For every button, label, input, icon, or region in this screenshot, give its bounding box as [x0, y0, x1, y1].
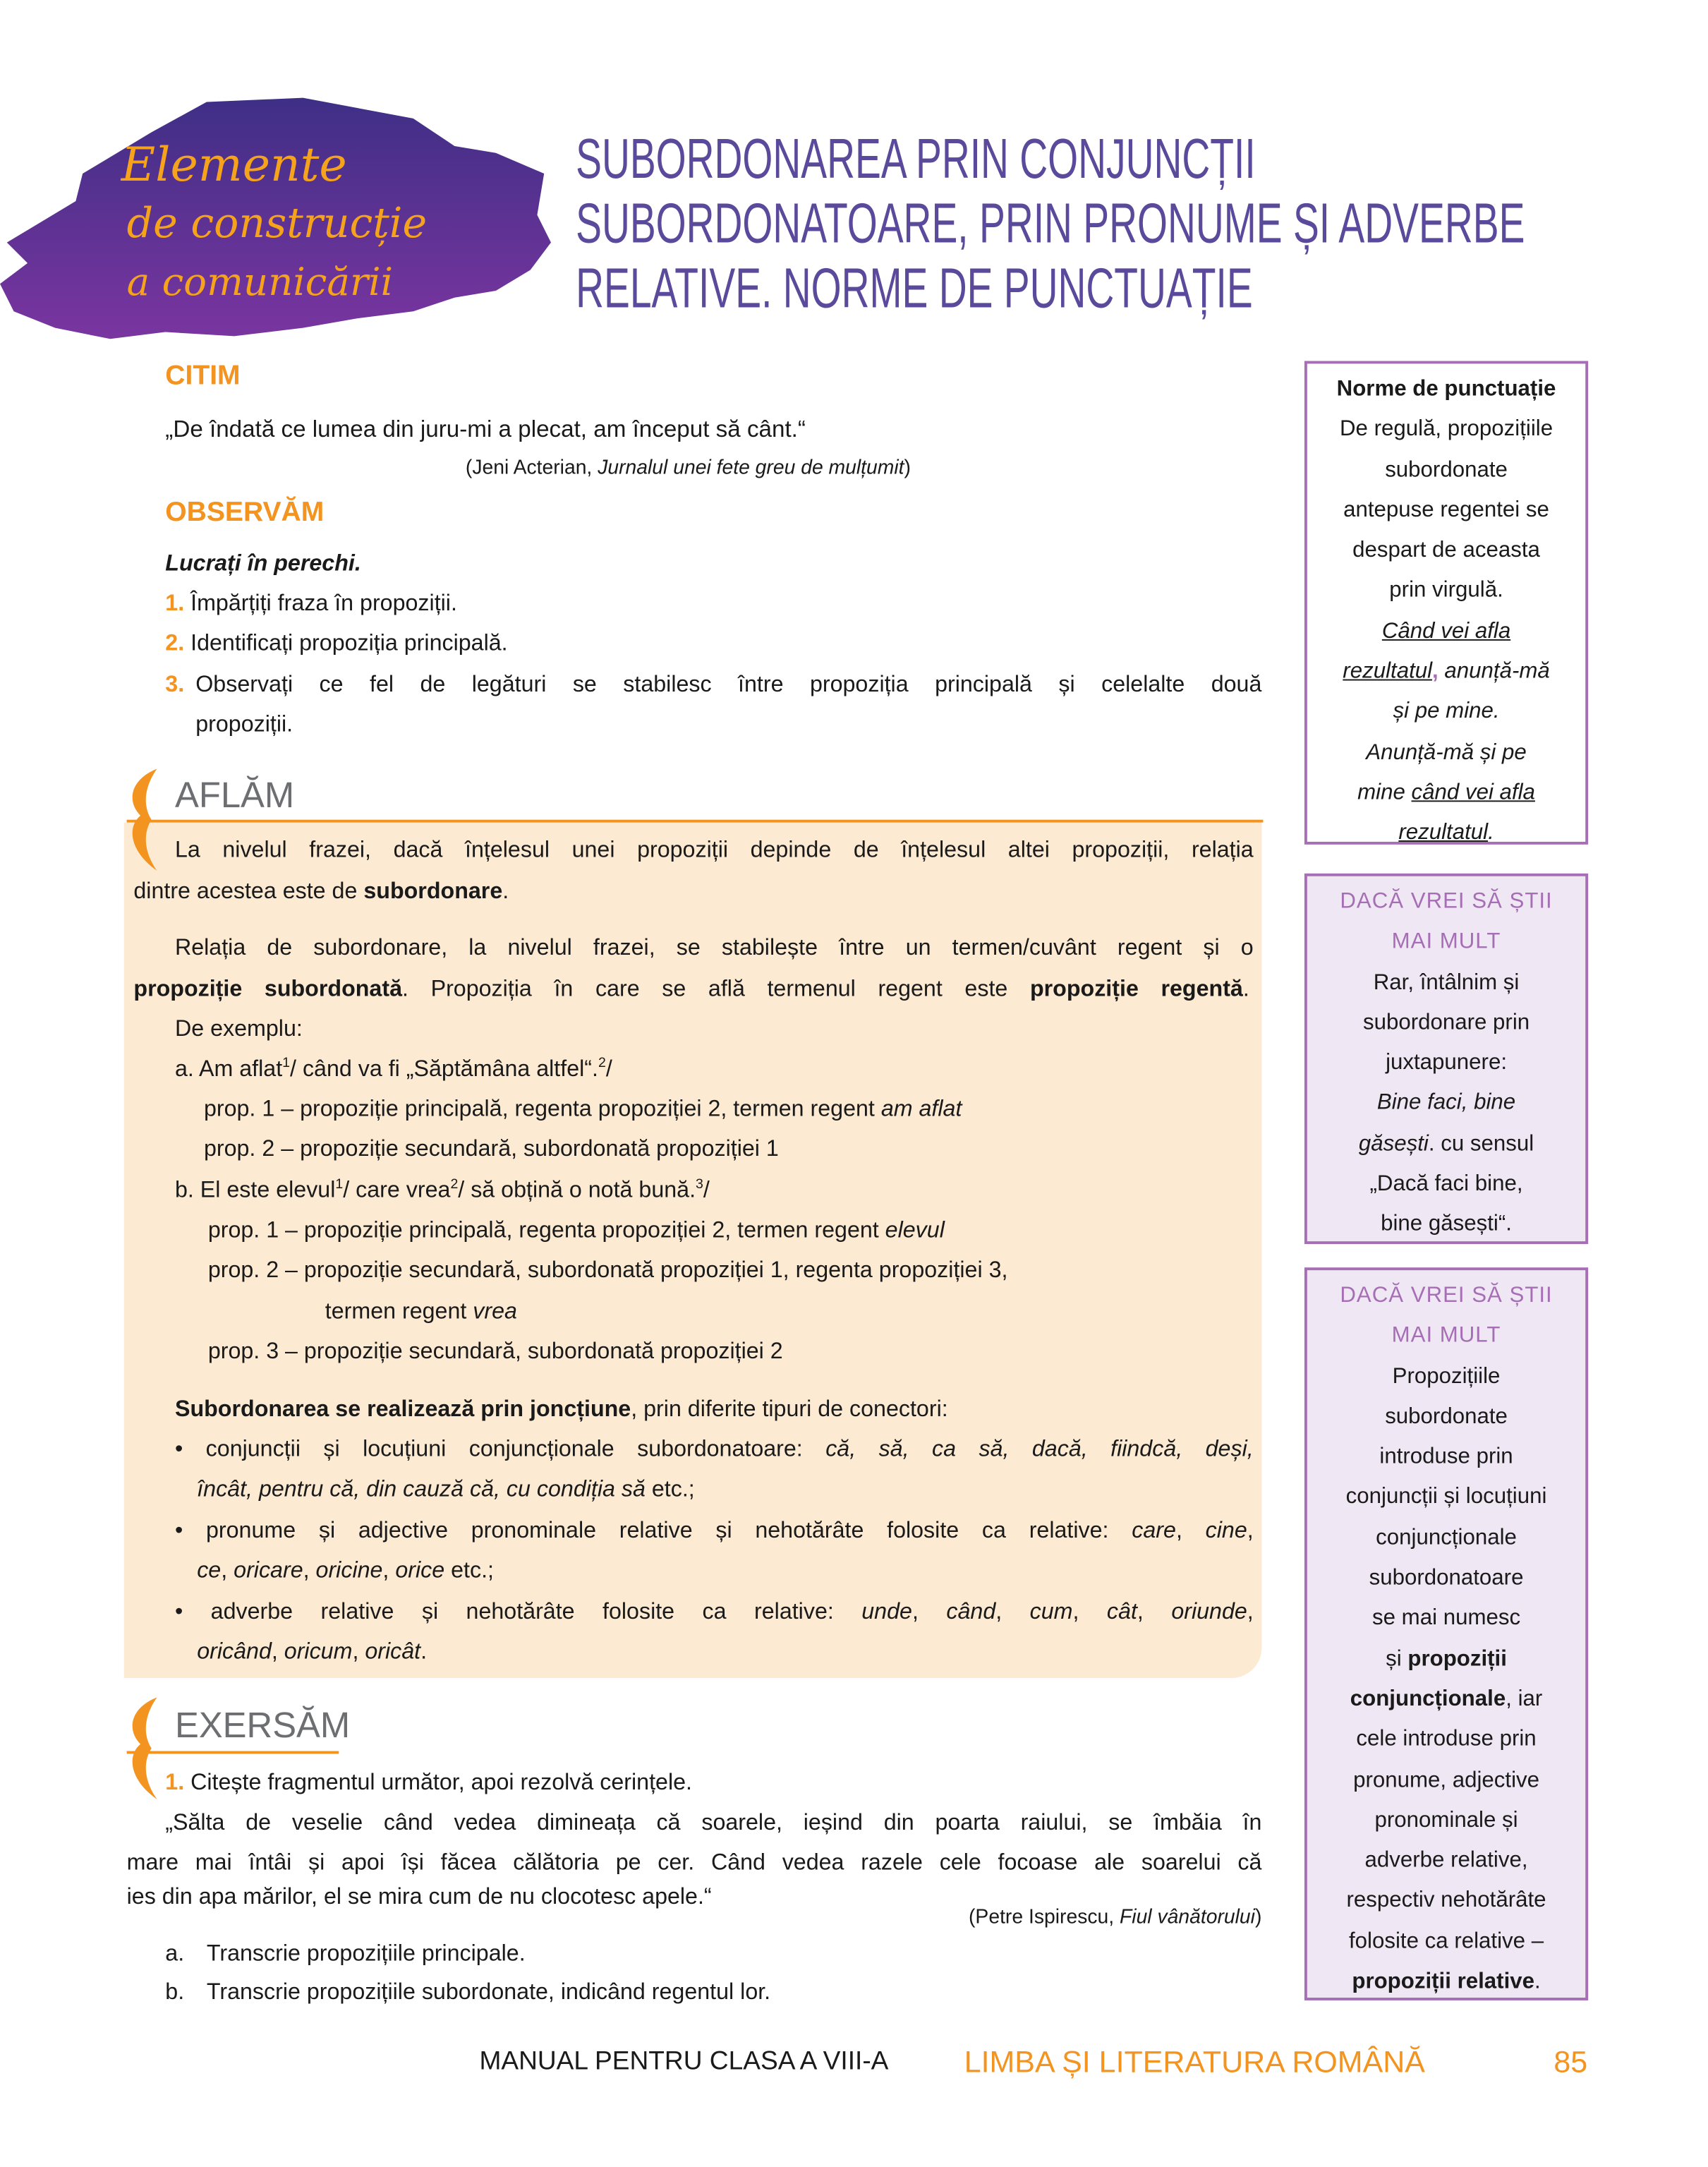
fragment-line: „Sălta de veselie când vedea dimineața că soarele, ieșind din poarta raiului, se îmbăia în [165, 1810, 1262, 1835]
afla-line: prop. 2 – propoziție secundară, subordonată propoziției 1, regenta propoziției 3, [207, 1257, 1008, 1283]
seg: , [382, 1558, 396, 1583]
afla-line: La nivelul frazei, dacă înțelesul unei propoziții depinde de înțelesul altei propoziții, relația [174, 838, 1254, 863]
observam-item [165, 624, 507, 664]
example-clause: rezultatul [1343, 660, 1433, 684]
box-line: De regulă, propozițiile [1339, 418, 1553, 442]
box-line: subordonatoare [1369, 1567, 1524, 1590]
seg: care [1132, 1518, 1176, 1543]
box-line: conjuncționale [1376, 1526, 1517, 1550]
afla-line [133, 970, 1249, 1010]
seg: a. Am aflat [174, 1056, 283, 1082]
box-title: Norme de punctuație [1336, 377, 1556, 402]
footnote-num: 2 [598, 1056, 606, 1072]
seg: unde [861, 1599, 912, 1624]
page-number: 85 [1553, 2044, 1588, 2080]
fragment-line: ies din apa mărilor, el se mira cum de nu clocotesc apele.“ [126, 1884, 712, 1910]
logo-line-1: Elemente [121, 136, 347, 192]
box-line: introduse prin [1379, 1445, 1513, 1469]
seg: , iar [1506, 1687, 1543, 1711]
exersam-heading: EXERSĂM [174, 1704, 351, 1746]
exersam-divider [127, 1751, 339, 1754]
subtask-text: Transcrie propozițiile principale. [206, 1940, 526, 1967]
seg: etc.; [444, 1558, 495, 1583]
subtask [165, 1934, 526, 1974]
item-number: 1. [165, 591, 185, 616]
seg: când [946, 1599, 996, 1624]
seg: , [995, 1599, 1030, 1624]
seg: că, să, ca să, dacă, fiindcă, deși, [825, 1437, 1254, 1462]
logo-line-3: a comunicării [126, 258, 394, 304]
seg: oricât [365, 1639, 421, 1665]
seg: . [502, 879, 509, 904]
seg: prop. 1 – propoziție principală, regenta propoziției 2, termen regent [203, 1097, 881, 1122]
seg: orice [395, 1558, 445, 1583]
term-subordonare: subordonare [363, 879, 503, 904]
seg: oricare [234, 1558, 303, 1583]
seg: Anunță-mă și pe [1366, 740, 1527, 764]
page-title [576, 127, 1525, 321]
afla-divider [127, 820, 1264, 823]
seg: ce [197, 1558, 222, 1583]
seg: oriunde [1171, 1599, 1247, 1624]
seg: / [605, 1056, 612, 1082]
example-clause: rezultatul [1398, 821, 1489, 845]
term: propoziție subordonată [133, 977, 403, 1002]
seg: cât [1106, 1599, 1137, 1624]
item-text: Împărțiți fraza în propoziții. [190, 591, 457, 616]
source-paren: ) [904, 457, 911, 480]
afla-line [175, 1050, 612, 1090]
afla-line [208, 1211, 945, 1251]
footer-subject: LIMBA ȘI LITERATURA ROMÂNĂ [964, 2044, 1425, 2080]
citim-heading: CITIM [165, 361, 241, 392]
seg: , [911, 1599, 947, 1624]
observam-heading: OBSERVĂM [165, 497, 325, 528]
seg: propoziții relative [1352, 1970, 1534, 1994]
item-number: 3. [165, 672, 185, 697]
bracket-icon [119, 1694, 165, 1801]
more-info-box-juxtapunere [1304, 874, 1588, 1244]
seg: prop. 1 – propoziție principală, regenta propoziției 2, termen regent [207, 1217, 885, 1243]
box-line: adverbe relative, [1364, 1849, 1528, 1873]
box-line: antepuse regentei se [1343, 498, 1549, 522]
seg: cine [1205, 1518, 1247, 1543]
seg: , [303, 1558, 316, 1583]
seg: dintre acestea este de [133, 879, 364, 904]
seg: mine [1357, 780, 1412, 805]
box-line: Propozițiile [1392, 1365, 1501, 1389]
title-line: SUBORDONATOARE, PRIN PRONUME ȘI ADVERBE [576, 191, 1525, 255]
box-title: MAI MULT [1391, 930, 1501, 954]
item-text: Identificați propoziția principală. [190, 631, 508, 656]
observam-instruction: Lucrați în perechi. [165, 550, 361, 577]
exercise-number: 1. [165, 1770, 185, 1796]
afla-line [197, 1551, 494, 1591]
seg: vrea [473, 1299, 517, 1324]
seg: . cu sensul [1428, 1132, 1534, 1156]
task-text: Citește fragmentul următor, apoi rezolvă cerințele. [190, 1770, 692, 1796]
box-line: conjuncții și locuțiuni [1345, 1485, 1547, 1509]
section-logo [0, 91, 558, 346]
seg: . [1242, 977, 1249, 1002]
box-line: subordonare prin [1362, 1010, 1530, 1035]
seg: am aflat [880, 1097, 962, 1122]
box-title: DACĂ VREI SĂ ȘTII [1340, 890, 1553, 914]
seg: oricum [284, 1639, 353, 1665]
seg: și pe mine. [1393, 700, 1500, 724]
box-line: pronominale și [1374, 1809, 1518, 1833]
box-line: pronume, adjective [1353, 1768, 1540, 1792]
item-text-cont: propoziții. [195, 712, 293, 737]
box-title: DACĂ VREI SĂ ȘTII [1340, 1284, 1553, 1308]
seg: , [221, 1558, 234, 1583]
box-line: prin virgulă. [1389, 579, 1503, 603]
seg: (Petre Ispirescu, [969, 1907, 1120, 1929]
box-line: se mai numesc [1372, 1607, 1521, 1631]
term: propoziție regentă [1029, 977, 1243, 1002]
afla-line [197, 1633, 427, 1673]
seg: elevul [885, 1217, 945, 1243]
seg: oricine [315, 1558, 383, 1583]
seg: , [1175, 1518, 1206, 1543]
subtask-letter: a. [165, 1940, 185, 1967]
subtask [165, 1973, 771, 2013]
observam-item [165, 665, 184, 706]
box-line: subordonate [1385, 1405, 1508, 1429]
afla-bullet [175, 1430, 1254, 1471]
seg: / să obțină o notă bună. [458, 1178, 696, 1203]
observam-item [165, 584, 457, 624]
seg: . [420, 1639, 428, 1665]
seg: / care vrea [343, 1178, 451, 1203]
seg: / [703, 1178, 710, 1203]
seg: cum [1029, 1599, 1073, 1624]
citim-quote: „De îndată ce lumea din juru-mi a plecat, am început să cânt.“ [165, 416, 806, 442]
footnote-num: 3 [696, 1177, 703, 1193]
exercise-task [165, 1763, 692, 1804]
seg: Bine faci, bine [1376, 1092, 1516, 1116]
seg: anunță-mă [1438, 660, 1550, 684]
afla-line [197, 1470, 695, 1510]
fragment-source [969, 1898, 1261, 1938]
subtask-letter: b. [165, 1979, 185, 2005]
example-clause: Când vei afla [1381, 620, 1511, 644]
box-title: MAI MULT [1391, 1324, 1501, 1348]
source-author: (Jeni Acterian, [465, 457, 598, 480]
afla-line [204, 1089, 962, 1130]
afla-line: De exemplu: [174, 1016, 303, 1042]
box-line: despart de aceasta [1352, 538, 1540, 562]
seg: ) [1254, 1907, 1262, 1929]
box-line: cele introduse prin [1356, 1727, 1537, 1752]
afla-line: prop. 2 – propoziție secundară, subordonată propoziției 1 [203, 1136, 779, 1161]
seg: încât, pentru că, din cauză că, cu condiția să [197, 1476, 646, 1502]
seg: • adverbe relative și nehotărâte folosite ca relative: [174, 1599, 862, 1624]
seg: , [1137, 1599, 1172, 1624]
afla-line [175, 1390, 948, 1430]
footnote-num: 1 [282, 1056, 291, 1072]
afla-line [133, 872, 509, 912]
footnote-num: 1 [335, 1177, 344, 1193]
seg: oricând [197, 1639, 272, 1665]
example-clause: când vei afla [1411, 780, 1535, 805]
title-line: RELATIVE. NORME DE PUNCTUAȚIE [576, 256, 1253, 320]
seg: conjuncționale [1350, 1687, 1506, 1711]
item-number: 2. [165, 631, 185, 656]
afla-heading: AFLĂM [174, 774, 295, 816]
seg: , [352, 1639, 365, 1665]
logo-line-2: de construcție [126, 198, 428, 247]
more-info-box-conjunctionale [1304, 1267, 1588, 2000]
highlighted-comma: , [1432, 660, 1439, 684]
seg: , [1072, 1599, 1107, 1624]
afla-line [175, 1171, 710, 1212]
seg: • conjuncții și locuțiuni conjuncționale subordonatoare: [174, 1437, 826, 1462]
seg: etc.; [645, 1476, 695, 1502]
afla-line: prop. 3 – propoziție secundară, subordonată propoziției 2 [207, 1339, 783, 1364]
seg: și [1386, 1647, 1408, 1671]
punctuation-norms-box [1304, 361, 1588, 845]
box-line: juxtapunere: [1386, 1051, 1508, 1075]
afla-bullet [175, 1511, 1254, 1552]
subtask-text: Transcrie propozițiile subordonate, indicând regentul lor. [206, 1979, 771, 2005]
seg: propoziții [1407, 1647, 1507, 1671]
seg: • pronume și adjective pronominale relative și nehotărâte folosite ca relative: [174, 1518, 1132, 1543]
fragment-line: mare mai întâi și apoi își făcea călătoria pe cer. Când vedea razele cele focoase ale soarelui că [126, 1850, 1262, 1876]
footer-manual: MANUAL PENTRU CLASA A VIII-A [479, 2047, 889, 2077]
citim-source [466, 449, 911, 489]
box-line: „Dacă faci bine, [1369, 1172, 1523, 1196]
seg: . Propoziția în care se află termenul regent este [402, 977, 1030, 1002]
afla-line [325, 1292, 517, 1332]
seg: găsești [1358, 1132, 1429, 1156]
afla-bullet [175, 1593, 1254, 1633]
box-line: subordonate [1385, 458, 1508, 482]
seg: termen regent [325, 1299, 473, 1324]
box-line: Rar, întâlnim și [1373, 970, 1520, 994]
box-line: bine găsești“. [1381, 1212, 1512, 1237]
title-line: SUBORDONAREA PRIN CONJUNCȚII [576, 126, 1256, 191]
seg: , [1247, 1599, 1254, 1624]
seg: Subordonarea se realizează prin joncțiune [174, 1396, 631, 1422]
seg: , prin diferite tipuri de conectori: [631, 1396, 948, 1422]
item-text: Observați ce fel de legături se stabilesc între propoziția principală și celelalte două [195, 672, 1262, 697]
seg: / când va fi „Săptămâna altfel“. [290, 1056, 598, 1082]
afla-line: Relația de subordonare, la nivelul frazei, se stabilește între un termen/cuvânt regent și o [174, 935, 1254, 960]
seg: , [1247, 1518, 1254, 1543]
seg: Fiul vânătorului [1119, 1907, 1255, 1929]
seg: . [1488, 821, 1494, 845]
footnote-num: 2 [450, 1177, 459, 1193]
box-line: folosite ca relative – [1348, 1929, 1544, 1954]
seg: , [271, 1639, 284, 1665]
seg: . [1534, 1970, 1541, 1994]
box-line: respectiv nehotărâte [1346, 1889, 1546, 1913]
source-title: Jurnalul unei fete greu de mulțumit [598, 457, 904, 480]
seg: b. El este elevul [174, 1178, 336, 1203]
